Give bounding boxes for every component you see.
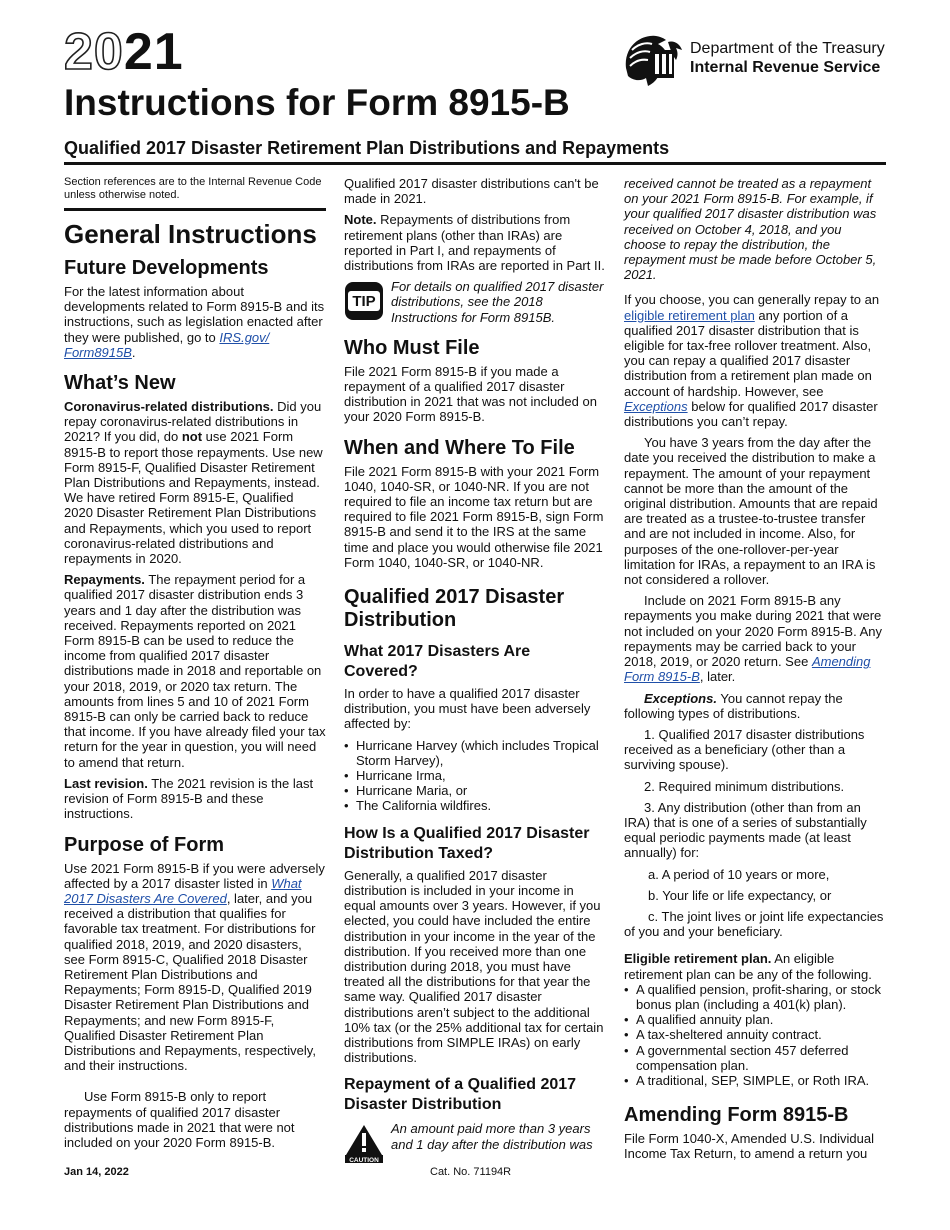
- agency-irs: Internal Revenue Service: [690, 59, 881, 76]
- exception-2: 2. Required minimum distributions.: [644, 778, 845, 794]
- section-references: Section references are to the Internal Revenue Code unless otherwise noted.: [64, 176, 322, 201]
- exception-1: 1. Qualified 2017 disaster distributions received as a beneficiary (other than a surviving spouse).: [624, 726, 865, 773]
- general-instructions-heading: General Instructions: [64, 219, 317, 249]
- column-3: [624, 176, 886, 1168]
- irs-eagle-logo-icon: [622, 32, 684, 88]
- svg-text:TIP: TIP: [352, 293, 376, 311]
- list-item: • A tax-sheltered annuity contract.: [624, 1027, 886, 1042]
- choose-paragraph: If you choose, you can generally repay to an eligible retirement plan any portion of a qualified 2017 disaster distribution that is eligible for tax-free rollover treatment. Also, you can repay a qualified 2017 disaster distribution from a retirement plan made on account of hardship. However, see Exceptions below for qualified 2017 disaster distributions you can’t repay.: [624, 292, 880, 430]
- amending-form-link[interactable]: Amending Form 8915-B: [624, 654, 871, 685]
- list-item: • Hurricane Maria, or: [344, 783, 607, 798]
- what-disasters-heading: What 2017 Disasters Are Covered?: [344, 643, 531, 681]
- how-taxed-text: Generally, a qualified 2017 disaster distribution is included in your income in equal amounts over 3 years. However, if you elected, you could have included the entire distribution in your income in the year of the distribution. If you received more than one distribution during 2018, you must have treated all the distributions for that year the same way. Qualified 2017 disaster distributions aren’t subject to the additional 10% tax (or the 25% additional tax for certain distributions from SIMPLE IRAs) on early distributions.: [344, 867, 604, 1066]
- note-paragraph: Note. Repayments of distributions from retirement plans (other than IRAs) are reported in Part I, and repayments of distributions from IRAs are reported in Part II.: [344, 212, 605, 274]
- caution-continued: received cannot be treated as a repayment on your 2021 Form 8915-B. For example, if your qualified 2017 disaster distribution was received on October 4, 2018, and you choose to repay the distribution, the repayment must be made before October 5, 2021.: [624, 176, 877, 283]
- eligible-plan-list: [624, 982, 886, 1088]
- list-item: • A traditional, SEP, SIMPLE, or Roth IRA.: [624, 1073, 886, 1088]
- future-developments-heading: Future Developments: [64, 257, 269, 279]
- include-paragraph: Include on 2021 Form 8915-B any repayments you make during 2021 that were not included on your 2020 Form 8915-B. Any repayments may be carried back to your 2018, 2019, or 2020 return. See Amending Form 8915-B, later.: [624, 593, 882, 685]
- what-disasters-covered-link[interactable]: What 2017 Disasters Are Covered: [64, 875, 302, 906]
- svg-text:CAUTION: CAUTION: [349, 1157, 379, 1164]
- future-developments-text: For the latest information about developments related to Form 8915-B and its instructions, such as legislation enacted after they were published, go to IRS.gov/ Form8915B.: [64, 284, 325, 360]
- header-rule: [64, 162, 886, 165]
- when-where-text: File 2021 Form 8915-B with your 2021 Form 1040, 1040-SR, or 1040-NR. If you are not required to file an income tax return but are required to file 2021 Form 8915-B, sign Form 8915-B and send it to the IRS at the same time and place you would otherwise file 2021 Form 1040, 1040-SR, or 1040-NR.: [344, 463, 604, 570]
- page-subtitle: Qualified 2017 Disaster Retirement Plan Distributions and Repayments: [64, 138, 670, 158]
- column-rule: [64, 208, 326, 211]
- agency-department: Department of the Treasury: [690, 40, 885, 57]
- irs-agency-block: [622, 32, 885, 88]
- purpose-paragraph: Use 2021 Form 8915-B if you were adversely affected by a 2017 disaster listed in What 2017 Disasters Are Covered, later, and you received a distribution that qualifies for favorable tax treatment. For distributions for qualified 2018, 2019, and 2020 disasters, see Form 8915-C, Qualified 2018 Disaster Retirement Plan Distributions and Repayments; Form 8915-D, Qualified 2019 Disaster Retirement Plan Distributions and Repayments; and new Form 8915-F, Qualified Disaster Retirement Plan Distributions and Repayments, respectively, and their instructions.: [64, 860, 325, 1074]
- exceptions-link[interactable]: Exceptions: [624, 398, 688, 414]
- who-must-file-text: File 2021 Form 8915-B if you made a repayment of a qualified 2017 disaster distribution in 2021 that was not included on your 2020 Form 8915-B.: [344, 363, 597, 425]
- tip-icon: [344, 281, 384, 321]
- exception-3: 3. Any distribution (other than from an IRA) that is one of a series of substantially equal periodic payments made (at least annually) for:: [624, 799, 867, 861]
- cant-be-made-paragraph: Qualified 2017 disaster distributions can't be made in 2021.: [344, 176, 599, 207]
- repayment-heading: Repayment of a Qualified 2017 Disaster Distribution: [344, 1076, 577, 1114]
- whats-new-heading: What’s New: [64, 372, 176, 395]
- list-item: • A governmental section 457 deferred compensation plan.: [624, 1043, 886, 1073]
- list-item: • The California wildfires.: [344, 798, 607, 813]
- page-title: Instructions for Form 8915-B: [64, 82, 570, 123]
- caution-icon: [344, 1123, 384, 1163]
- exception-3c: c. The joint lives or joint life expectancies of you and your beneficiary.: [624, 908, 884, 940]
- list-item: • A qualified annuity plan.: [624, 1012, 886, 1027]
- column-1: [64, 176, 326, 1156]
- caution-box: [344, 1121, 607, 1163]
- list-item: • A qualified pension, profit-sharing, or stock bonus plan (including a 401(k) plan).: [624, 982, 886, 1012]
- caution-text: An amount paid more than 3 years and 1 day after the distribution was: [391, 1121, 593, 1152]
- exception-3b: b. Your life or life expectancy, or: [648, 887, 832, 903]
- amending-text: File Form 1040-X, Amended U.S. Individual Income Tax Return, to amend a return you: [624, 1131, 875, 1162]
- amending-heading: Amending Form 8915-B: [624, 1104, 849, 1127]
- tax-year: 2021: [64, 23, 184, 81]
- who-must-file-heading: Who Must File: [344, 336, 480, 359]
- when-where-heading: When and Where To File: [344, 436, 575, 459]
- last-revision-paragraph: Last revision. The 2021 revision is the last revision of Form 8915-B and these instructions.: [64, 775, 314, 822]
- repayments-paragraph: Repayments. The repayment period for a qualified 2017 disaster distribution ends 3 years and 1 day after the distribution was received. Repayments reported on 2021 Form 8915-B can be used to reduce the income from qualified 2017 disaster distributions made in 2018 and reportable on your 2018, 2019, or 2020 tax return. The amounts from lines 5 and 10 of 2021 Form 8915-B can only be carried back to reduce that income. If you have already filed your tax return for the year in question, you will need to amend that return.: [64, 572, 326, 770]
- catalog-number: Cat. No. 71194R: [430, 1166, 512, 1178]
- eligible-plan-paragraph: Eligible retirement plan. An eligible retirement plan can be any of the following.: [624, 951, 872, 982]
- tip-text: For details on qualified 2017 disaster distributions, see the 2018 Instructions for Form 8915B.: [391, 279, 604, 325]
- revision-date: Jan 14, 2022: [64, 1166, 129, 1178]
- what-disasters-text: In order to have a qualified 2017 disaster distribution, you must have been adversely affected by:: [344, 686, 591, 732]
- exception-3a: a. A period of 10 years or more,: [648, 866, 830, 882]
- eligible-retirement-plan-link[interactable]: eligible retirement plan: [624, 307, 755, 323]
- how-taxed-heading: How Is a Qualified 2017 Disaster Distribution Taxed?: [344, 824, 590, 862]
- coronavirus-paragraph: Coronavirus-related distributions. Did you repay coronavirus-related distributions in 2021? If you did, do not use 2021 Form 8915-B to report those repayments. Use new Form 8915-F, Qualified Disaster Retirement Plan Distributions and Repayments, instead. We have retired Form 8915-E, Qualified 2020 Disaster Retirement Plan Distributions and Repayments, which you used to report coronavirus-related distributions and repayments in 2020.: [64, 399, 323, 567]
- qualified-distribution-heading: Qualified 2017 Disaster Distribution: [344, 586, 565, 632]
- use-only-paragraph: Use Form 8915-B only to report repayments of qualified 2017 disaster distributions made in 2021 that were not included on your 2020 Form 8915-B.: [64, 1089, 295, 1150]
- tip-box: [344, 279, 607, 325]
- disaster-list: [344, 738, 607, 814]
- purpose-of-form-heading: Purpose of Form: [64, 833, 225, 856]
- list-item: • Hurricane Irma,: [344, 768, 607, 783]
- list-item: • Hurricane Harvey (which includes Tropical Storm Harvey),: [344, 738, 607, 768]
- three-years-paragraph: You have 3 years from the day after the date you received the distribution to make a repayment. The amount of your repayment cannot be more than the amount of the original distribution. Amounts that are repaid are treated as a trustee-to-trustee transfer and are not included in income. Also, for purposes of the one-rollover-per-year limitation for IRAs, a repayment to an IRA is not considered a rollover.: [624, 435, 878, 588]
- exceptions-paragraph: Exceptions. You cannot repay the following types of distributions.: [624, 690, 843, 721]
- column-2: [344, 176, 607, 1171]
- irs-gov-form8915b-link[interactable]: IRS.gov/ Form8915B: [64, 329, 270, 360]
